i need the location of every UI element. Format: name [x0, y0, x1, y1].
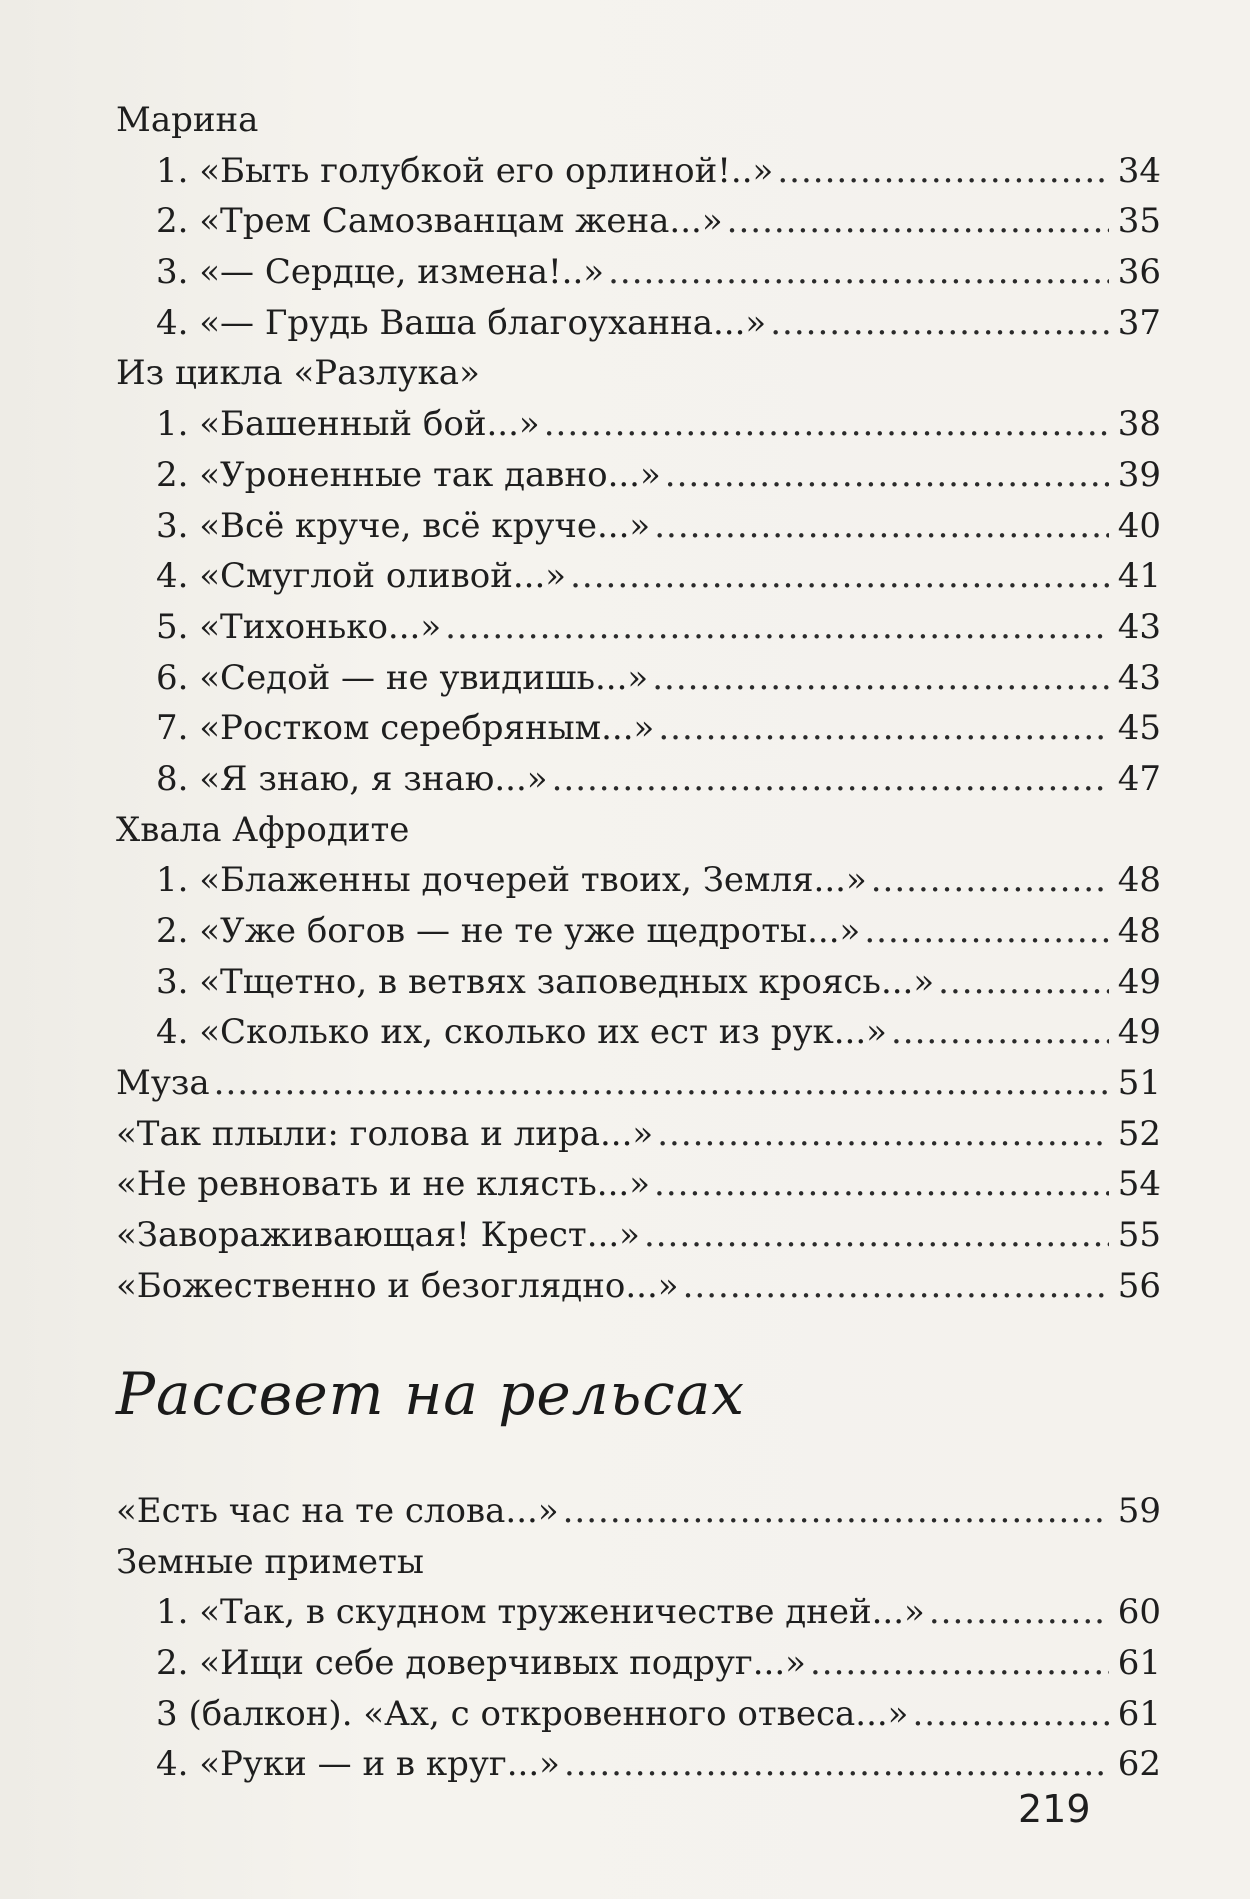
toc-entry	[116, 247, 1161, 298]
toc-entry-page: 45	[1117, 708, 1161, 749]
toc-entry-title: 6. «Седой — не увидишь...»	[156, 657, 649, 698]
leader-dots	[658, 703, 1109, 754]
toc-entry-page: 62	[1117, 1744, 1161, 1785]
toc-entry-title: Хвала Афродите	[116, 809, 410, 850]
leader-dots	[654, 501, 1109, 552]
toc-entry-page: 51	[1117, 1063, 1161, 1104]
toc-entry-page: 34	[1117, 150, 1161, 191]
toc-entry-title: 4. «Сколько их, сколько их ест из рук...»	[156, 1012, 887, 1053]
toc-entry-page: 56	[1117, 1265, 1161, 1306]
toc-entry-title: 1. «Так, в скудном труженичестве дней...»	[156, 1592, 925, 1633]
toc-entry-title: 1. «Башенный бой...»	[156, 404, 540, 445]
toc-entry	[116, 1689, 1161, 1740]
toc-heading	[116, 348, 1161, 399]
toc-entry-page: 48	[1117, 911, 1161, 951]
toc-entry-page: 54	[1117, 1164, 1161, 1205]
toc-entry-page: 49	[1117, 1012, 1161, 1053]
toc-entry	[116, 450, 1161, 501]
toc-entry-title: Земные приметы	[116, 1541, 424, 1582]
leader-dots	[608, 247, 1109, 298]
toc-entry-title: 1. «Блаженны дочерей твоих, Земля...»	[156, 860, 867, 901]
leader-dots	[777, 146, 1109, 197]
leader-dots	[564, 1739, 1109, 1790]
toc-entry	[116, 653, 1161, 704]
toc-entry-page: 43	[1117, 657, 1161, 698]
toc-entry-title: «Так плыли: голова и лира...»	[116, 1113, 654, 1154]
toc-entry-title: 8. «Я знаю, я знаю...»	[156, 758, 548, 799]
toc-entry	[116, 196, 1161, 247]
leader-dots	[654, 1159, 1109, 1210]
table-of-contents	[116, 95, 1161, 1312]
leader-dots	[727, 196, 1109, 247]
toc-entry	[116, 298, 1161, 349]
toc-entry	[116, 906, 1161, 957]
toc-entry-page: 61	[1117, 1643, 1161, 1684]
toc-entry-page: 43	[1117, 606, 1161, 647]
leader-dots	[683, 1261, 1109, 1312]
toc-entry-title: 1. «Быть голубкой его орлиной!..»	[156, 150, 774, 191]
toc-entry-page: 52	[1117, 1113, 1161, 1154]
toc-entry	[116, 703, 1161, 754]
toc-entry	[116, 1638, 1161, 1689]
toc-heading	[116, 95, 1161, 146]
toc-entry-title: 4. «Руки — и в круг...»	[156, 1744, 560, 1785]
toc-entry-page: 37	[1117, 302, 1161, 343]
leader-dots	[552, 754, 1109, 805]
toc-entry	[116, 1007, 1161, 1058]
toc-entry	[116, 1739, 1161, 1790]
toc-entry-title: 2. «Ищи себе доверчивых подруг...»	[156, 1643, 806, 1684]
toc-entry	[116, 1109, 1161, 1160]
toc-entry	[116, 754, 1161, 805]
toc-entry	[116, 602, 1161, 653]
leader-dots	[214, 1058, 1109, 1109]
toc-entry	[116, 1159, 1161, 1210]
toc-entry-page: 47	[1117, 758, 1161, 799]
leader-dots	[544, 399, 1109, 450]
toc-entry-title: «Божественно и безоглядно...»	[116, 1265, 679, 1306]
leader-dots	[912, 1689, 1109, 1740]
toc-entry	[116, 501, 1161, 552]
toc-entry-title: 7. «Ростком серебряным...»	[156, 708, 655, 749]
toc-entry-title: 3. «— Сердце, измена!..»	[156, 252, 605, 293]
toc-entry	[116, 146, 1161, 197]
leader-dots	[657, 1109, 1109, 1160]
toc-entry-title: 2. «Уже богов — не те уже щедроты...»	[156, 911, 861, 951]
toc-entry	[116, 957, 1161, 1008]
toc-entry-page: 40	[1117, 505, 1161, 546]
leader-dots	[864, 906, 1109, 957]
toc-entry-title: «Не ревновать и не клясть...»	[116, 1164, 651, 1205]
toc-entry-page: 60	[1117, 1592, 1161, 1633]
leader-dots	[810, 1638, 1109, 1689]
toc-entry	[116, 551, 1161, 602]
leader-dots	[891, 1007, 1109, 1058]
toc-entry-title: 2. «Трем Самозванцам жена...»	[156, 201, 723, 242]
toc-entry	[116, 855, 1161, 906]
toc-entry-title: «Есть час на те слова...»	[116, 1491, 559, 1531]
toc-entry-page: 55	[1117, 1215, 1161, 1256]
toc-entry-page: 36	[1117, 252, 1161, 293]
toc-heading	[116, 1537, 1161, 1588]
toc-entry-page: 61	[1117, 1693, 1161, 1734]
toc-entry-title: 5. «Тихонько...»	[156, 606, 442, 647]
toc-heading	[116, 805, 1161, 856]
leader-dots	[665, 450, 1109, 501]
leader-dots	[871, 855, 1109, 906]
toc-entry-page: 35	[1117, 201, 1161, 242]
toc-entry-page: 48	[1117, 860, 1161, 901]
toc-entry-title: Муза	[116, 1063, 210, 1104]
toc-entry-title: 4. «Смуглой оливой...»	[156, 556, 567, 597]
toc-entry-page: 39	[1117, 454, 1161, 495]
page-number: 219	[1018, 1787, 1091, 1831]
leader-dots	[644, 1210, 1109, 1261]
toc-entry	[116, 399, 1161, 450]
toc-entry-title: 3 (балкон). «Ах, с откровенного отвеса...»	[156, 1693, 909, 1734]
toc-entry	[116, 1261, 1161, 1312]
leader-dots	[445, 602, 1109, 653]
toc-entry	[116, 1486, 1161, 1537]
toc-entry-title: 2. «Уроненные так давно...»	[156, 454, 661, 495]
toc-entry-page: 41	[1117, 556, 1161, 597]
section-title: Рассвет на рельсах	[116, 1360, 746, 1428]
toc-entry-title: 3. «Тщетно, в ветвях заповедных кроясь...»	[156, 961, 935, 1002]
leader-dots	[563, 1486, 1109, 1537]
toc-entry-title: 3. «Всё круче, всё круче...»	[156, 505, 651, 546]
toc-entry-page: 59	[1117, 1491, 1161, 1531]
toc-entry	[116, 1210, 1161, 1261]
toc-entry	[116, 1587, 1161, 1638]
table-of-contents-continued	[116, 1486, 1161, 1790]
leader-dots	[938, 957, 1109, 1008]
toc-entry-title: Марина	[116, 100, 259, 140]
leader-dots	[652, 653, 1109, 704]
toc-entry-page: 49	[1117, 961, 1161, 1002]
leader-dots	[570, 551, 1109, 602]
toc-entry-title: 4. «— Грудь Ваша благоуханна...»	[156, 302, 767, 343]
toc-entry-title: Из цикла «Разлука»	[116, 353, 480, 394]
toc-entry-title: «Завораживающая! Крест...»	[116, 1215, 640, 1256]
toc-entry-page: 38	[1117, 404, 1161, 445]
leader-dots	[770, 298, 1109, 349]
toc-entry	[116, 1058, 1161, 1109]
leader-dots	[929, 1587, 1109, 1638]
